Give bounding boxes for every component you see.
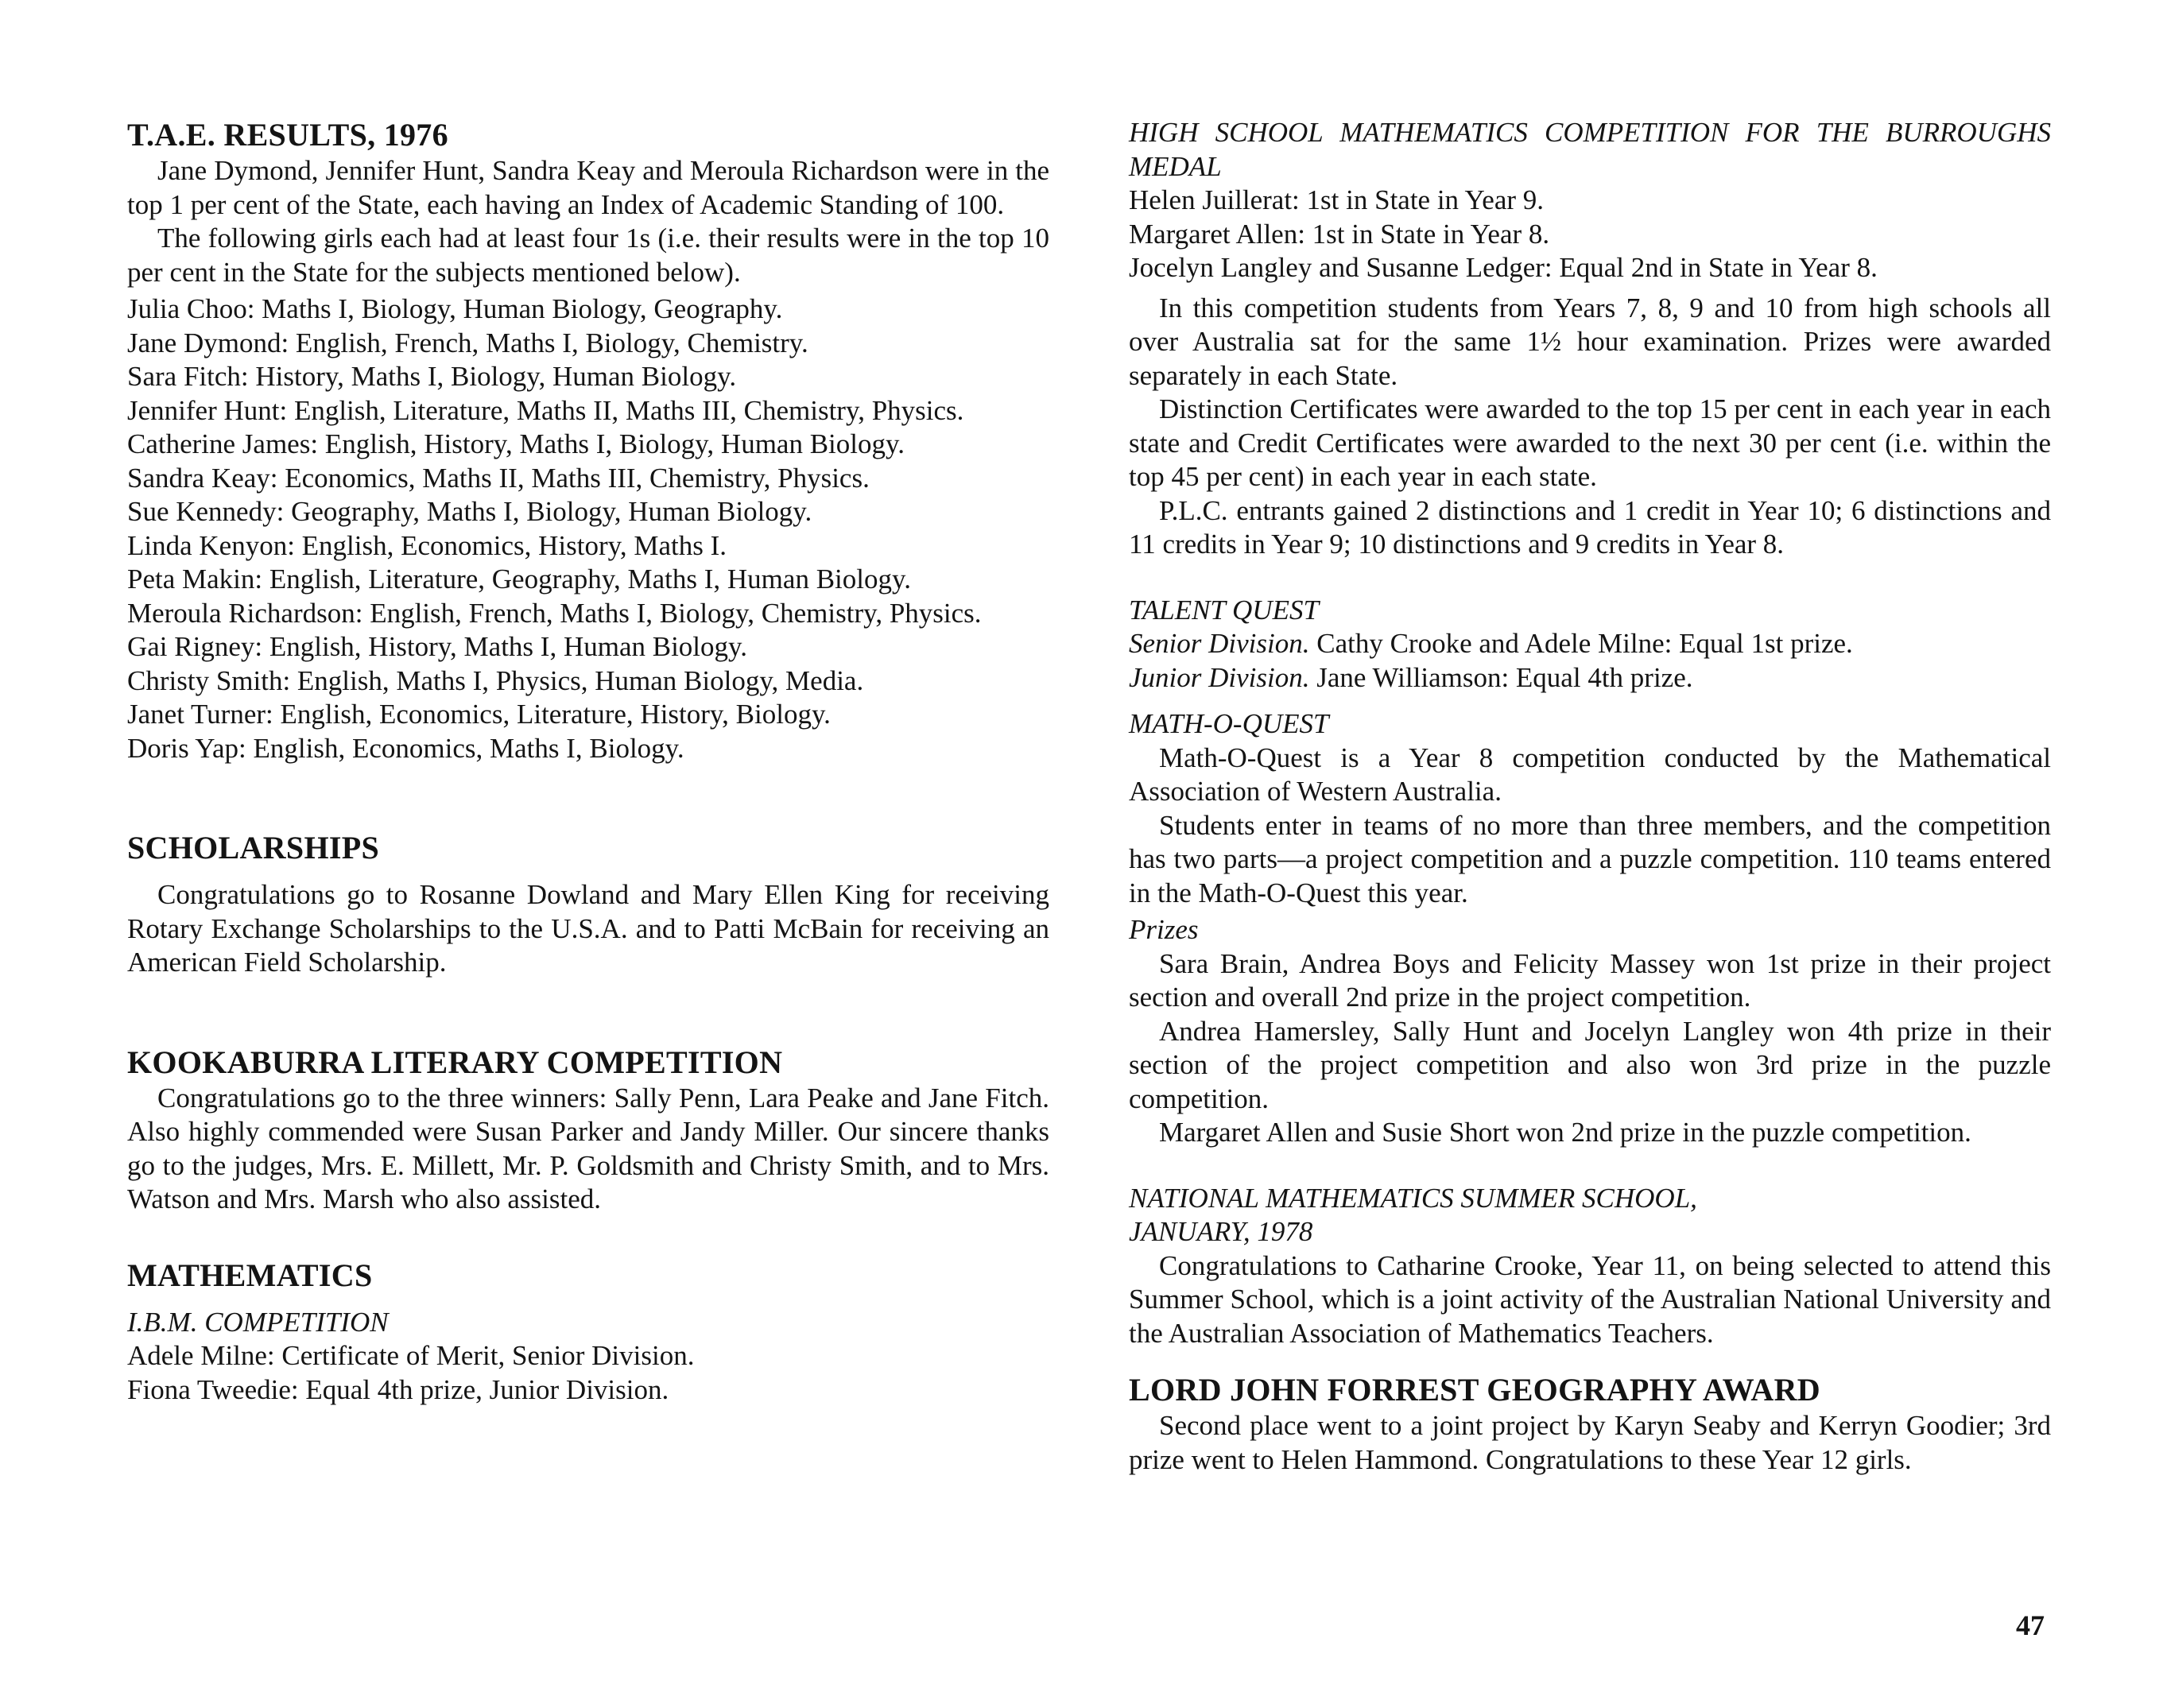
- list-item: Doris Yap: English, Economics, Maths I, Biology.: [127, 732, 684, 764]
- math-o-quest-paragraph-1: Math-O-Quest is a Year 8 competition conducted by the Mathematical Association of Western Australia.: [1129, 742, 2051, 807]
- summer-school-subheading: NATIONAL MATHEMATICS SUMMER SCHOOL,: [1129, 1182, 1697, 1214]
- forrest-award-heading: LORD JOHN FORREST GEOGRAPHY AWARD: [1129, 1372, 1820, 1408]
- tae-results-heading: T.A.E. RESULTS, 1976: [127, 117, 448, 153]
- burroughs-result-line: Helen Juillerat: 1st in State in Year 9.: [1129, 184, 1545, 215]
- scholarships-paragraph: Congratulations go to Rosanne Dowland and Mary Ellen King for receiving Rotary Exchange Scholarships to the U.S.A. and to Patti McBain for receiving an American Field Scholarship.: [127, 879, 1049, 978]
- ibm-competition-subheading: I.B.M. COMPETITION: [127, 1306, 389, 1338]
- left-column: [127, 116, 1049, 1407]
- tae-results-paragraph-2: The following girls each had at least four 1s (i.e. their results were in the top 10 per cent in the State for the subjects mentioned below).: [127, 223, 1049, 288]
- prizes-paragraph-1: Sara Brain, Andrea Boys and Felicity Massey won 1st prize in their project section and overall 2nd prize in the project competition.: [1129, 947, 2051, 1013]
- burroughs-subheading: HIGH SCHOOL MATHEMATICS COMPETITION FOR THE BURROUGHS MEDAL: [1129, 117, 2051, 182]
- list-item: Jennifer Hunt: English, Literature, Maths II, Maths III, Chemistry, Physics.: [127, 394, 964, 426]
- page-number: 47: [2016, 1609, 2045, 1641]
- prizes-paragraph-3: Margaret Allen and Susie Short won 2nd prize in the puzzle competition.: [1159, 1117, 1971, 1148]
- talent-senior-text: Cathy Crooke and Adele Milne: Equal 1st prize.: [1309, 628, 1853, 659]
- burroughs-paragraph-2: Distinction Certificates were awarded to the top 15 per cent in each year in each state and Credit Certificates were awarded to the next 30 per cent (i.e. within the top 45 per cent) in each year in each state.: [1129, 393, 2051, 492]
- ibm-result-line: Fiona Tweedie: Equal 4th prize, Junior Division.: [127, 1373, 669, 1405]
- math-o-quest-paragraph-2: Students enter in teams of no more than three members, and the competition has two parts—a project competition and a puzzle competition. 110 teams entered in the Math-O-Quest this year.: [1129, 809, 2051, 908]
- forrest-award-paragraph: Second place went to a joint project by Karyn Seaby and Kerryn Goodier; 3rd prize went to Helen Hammond. Congratulations to these Year 12 girls.: [1129, 1410, 2051, 1475]
- talent-quest-subheading: TALENT QUEST: [1129, 594, 1319, 625]
- list-item: Sara Fitch: History, Maths I, Biology, Human Biology.: [127, 361, 737, 392]
- list-item: Linda Kenyon: English, Economics, History, Maths I.: [127, 529, 727, 561]
- list-item: Janet Turner: English, Economics, Literature, History, Biology.: [127, 699, 831, 730]
- list-item: Julia Choo: Maths I, Biology, Human Biology, Geography.: [127, 293, 783, 324]
- tae-results-list: [127, 292, 1049, 765]
- list-item: Gai Rigney: English, History, Maths I, Human Biology.: [127, 631, 747, 662]
- prizes-subheading: Prizes: [1129, 914, 1199, 945]
- talent-senior-label: Senior Division.: [1129, 628, 1310, 659]
- burroughs-paragraph-1: In this competition students from Years 7, 8, 9 and 10 from high schools all over Australia sat for the same 1½ hour examination. Prizes were awarded separately in each State.: [1129, 292, 2051, 391]
- right-column: [1129, 116, 2051, 1477]
- burroughs-paragraph-3: P.L.C. entrants gained 2 distinctions and 1 credit in Year 10; 6 distinctions and 11 credits in Year 9; 10 distinctions and 9 credits in Year 8.: [1129, 494, 2051, 560]
- prizes-paragraph-2: Andrea Hamersley, Sally Hunt and Jocelyn Langley won 4th prize in their section of the project competition and also won 3rd prize in the puzzle competition.: [1129, 1015, 2051, 1114]
- burroughs-result-line: Jocelyn Langley and Susanne Ledger: Equal 2nd in State in Year 8.: [1129, 252, 1878, 283]
- list-item: Jane Dymond: English, French, Maths I, Biology, Chemistry.: [127, 327, 808, 358]
- mathematics-heading: MATHEMATICS: [127, 1257, 373, 1293]
- talent-junior-label: Junior Division.: [1129, 661, 1310, 693]
- kookaburra-paragraph: Congratulations go to the three winners: Sally Penn, Lara Peake and Jane Fitch. Also highly commended were Susan Parker and Jandy Miller. Our sincere thanks go to the judges, Mrs. E. Millett, Mr. P. Goldsmith and Christy Smith, and to Mrs. Watson and Mrs. Marsh who also assisted.: [127, 1082, 1049, 1214]
- list-item: Catherine James: English, History, Maths I, Biology, Human Biology.: [127, 428, 905, 459]
- talent-junior-line: [1129, 661, 2051, 695]
- ibm-result-line: Adele Milne: Certificate of Merit, Senior Division.: [127, 1340, 695, 1371]
- talent-senior-line: [1129, 627, 2051, 661]
- tae-results-paragraph-1: Jane Dymond, Jennifer Hunt, Sandra Keay and Meroula Richardson were in the top 1 per cent of the State, each having an Index of Academic Standing of 100.: [127, 155, 1049, 220]
- list-item: Peta Makin: English, Literature, Geography, Maths I, Human Biology.: [127, 564, 911, 595]
- list-item: Sandra Keay: Economics, Maths II, Maths III, Chemistry, Physics.: [127, 462, 870, 494]
- burroughs-result-line: Margaret Allen: 1st in State in Year 8.: [1129, 218, 1550, 250]
- talent-junior-text: Jane Williamson: Equal 4th prize.: [1309, 661, 1693, 693]
- math-o-quest-subheading: MATH-O-QUEST: [1129, 708, 1329, 739]
- list-item: Meroula Richardson: English, French, Maths I, Biology, Chemistry, Physics.: [127, 597, 982, 629]
- summer-school-paragraph: Congratulations to Catharine Crooke, Year 11, on being selected to attend this Summer School, which is a joint activity of the Australian National University and the Australian Association of Mathematics Teachers.: [1129, 1249, 2051, 1349]
- list-item: Sue Kennedy: Geography, Maths I, Biology, Human Biology.: [127, 496, 812, 527]
- kookaburra-heading: KOOKABURRA LITERARY COMPETITION: [127, 1044, 783, 1080]
- scholarships-heading: SCHOLARSHIPS: [127, 830, 380, 866]
- list-item: Christy Smith: English, Maths I, Physics, Human Biology, Media.: [127, 664, 864, 696]
- summer-school-date: JANUARY, 1978: [1129, 1216, 1313, 1247]
